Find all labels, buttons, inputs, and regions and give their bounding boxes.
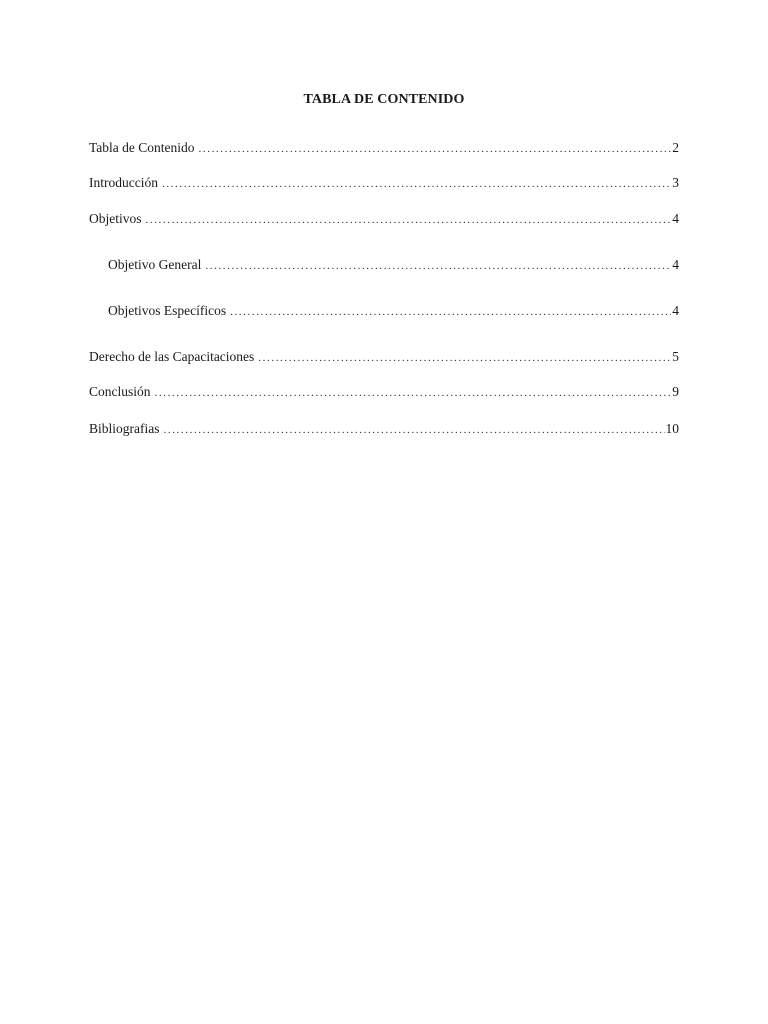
toc-entry-page-number: 4 xyxy=(672,257,679,272)
toc-entry-page-number: 5 xyxy=(672,349,679,364)
toc-entry-objetivos xyxy=(89,210,679,228)
toc-entry-objetivo-general xyxy=(108,256,679,274)
toc-entry-label: Objetivos Específicos xyxy=(108,303,227,318)
toc-entry-page-number: 4 xyxy=(672,211,679,226)
toc-entry-derecho-de-las-capacitaciones xyxy=(89,348,679,366)
toc-entry-label: Objetivo General xyxy=(108,257,202,272)
toc-entry-page-number: 9 xyxy=(672,384,679,399)
toc-entry-page-number: 4 xyxy=(672,303,679,318)
toc-dot-leader xyxy=(199,140,672,158)
toc-entry-introduccion xyxy=(89,174,679,192)
toc-dot-leader xyxy=(155,384,672,402)
toc-entry-tabla-de-contenido xyxy=(89,139,679,157)
toc-entry-label: Objetivos xyxy=(89,211,142,226)
toc-entry-page-number: 2 xyxy=(672,140,679,155)
toc-entry-page-number: 3 xyxy=(672,175,679,190)
toc-entry-bibliografias xyxy=(89,420,679,438)
toc-dot-leader xyxy=(258,349,671,367)
toc-dot-leader xyxy=(146,211,672,229)
toc-entry-objetivos-especificos xyxy=(108,302,679,320)
toc-entry-label: Introducción xyxy=(89,175,158,190)
toc-dot-leader xyxy=(162,175,671,193)
toc-dot-leader xyxy=(205,257,671,275)
toc-entry-label: Derecho de las Capacitaciones xyxy=(89,349,255,364)
toc-entry-page-number: 10 xyxy=(665,421,679,436)
toc-dot-leader xyxy=(164,421,665,439)
toc-entry-label: Bibliografias xyxy=(89,421,160,436)
toc-dot-leader xyxy=(230,303,671,321)
toc-entry-conclusion xyxy=(89,383,679,401)
toc-heading: TABLA DE CONTENIDO xyxy=(303,92,465,107)
toc-entry-label: Tabla de Contenido xyxy=(89,140,195,155)
toc-entry-label: Conclusión xyxy=(89,384,151,399)
